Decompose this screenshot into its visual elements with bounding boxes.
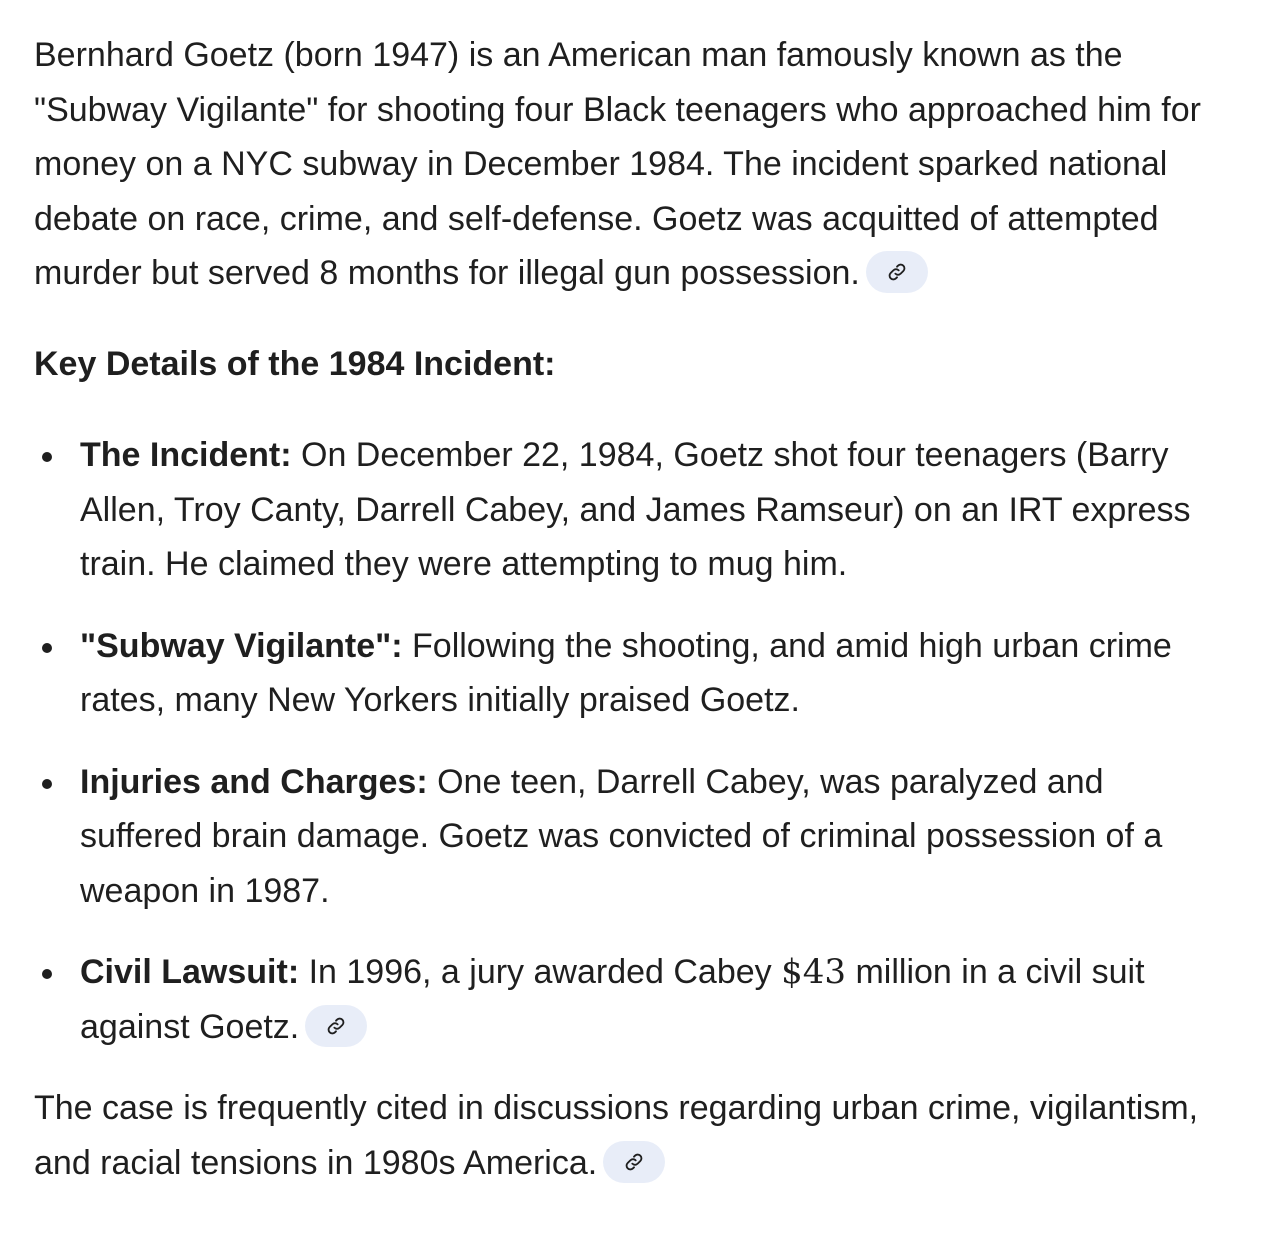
detail-text: Following the shooting, and amid high urban crime rates, many New Yorkers initially praised Goetz. <box>80 626 1172 719</box>
link-icon <box>624 1152 644 1172</box>
section-heading: Key Details of the 1984 Incident: <box>34 344 556 383</box>
list-item-incident <box>34 428 1234 592</box>
detail-text-before: In 1996, a jury awarded Cabey <box>299 953 782 991</box>
source-link-chip-lawsuit[interactable] <box>305 1005 367 1047</box>
detail-label: The Incident: <box>80 436 292 474</box>
detail-label: Injuries and Charges: <box>80 762 428 801</box>
detail-text-after: million in a civil suit against Goetz. <box>80 953 1145 1046</box>
list-item-lawsuit <box>34 945 1234 1054</box>
link-icon <box>887 262 907 282</box>
detail-text: On December 22, 1984, Goetz shot four teenagers (Barry Allen, Troy Canty, Darrell Cabey, and James Ramseur) on an IRT express train. He claimed they were attempting to mug him. <box>80 436 1191 583</box>
bullet-icon <box>42 779 52 789</box>
bullet-icon <box>42 452 52 462</box>
link-icon <box>326 1016 346 1036</box>
intro-text: Bernhard Goetz (born 1947) is an American man famously known as the "Subway Vigilante" for shooting four Black teenagers who approached him for money on a NYC subway in December 1984. The incident sparked national debate on race, crime, and self-defense. Goetz was acquitted of attempted murder but served 8 months for illegal gun possession. <box>34 36 1201 292</box>
details-list <box>34 428 1234 1054</box>
bullet-icon <box>42 643 52 653</box>
bullet-icon <box>42 969 52 979</box>
award-amount: $43 <box>781 952 847 992</box>
list-item-injuries <box>34 755 1234 919</box>
closing-paragraph <box>34 1081 1234 1190</box>
intro-paragraph <box>34 28 1234 301</box>
detail-label: Civil Lawsuit: <box>80 953 300 991</box>
detail-text: One teen, Darrell Cabey, was paralyzed and suffered brain damage. Goetz was convicted of criminal possession of a weapon in 1987. <box>80 762 1163 910</box>
response-content <box>34 28 1234 1190</box>
source-link-chip-closing[interactable] <box>603 1141 665 1183</box>
list-item-vigilante <box>34 619 1234 728</box>
closing-text: The case is frequently cited in discussions regarding urban crime, vigilantism, and racial tensions in 1980s America. <box>34 1089 1199 1182</box>
source-link-chip-intro[interactable] <box>866 251 928 293</box>
detail-label: "Subway Vigilante": <box>80 626 403 665</box>
